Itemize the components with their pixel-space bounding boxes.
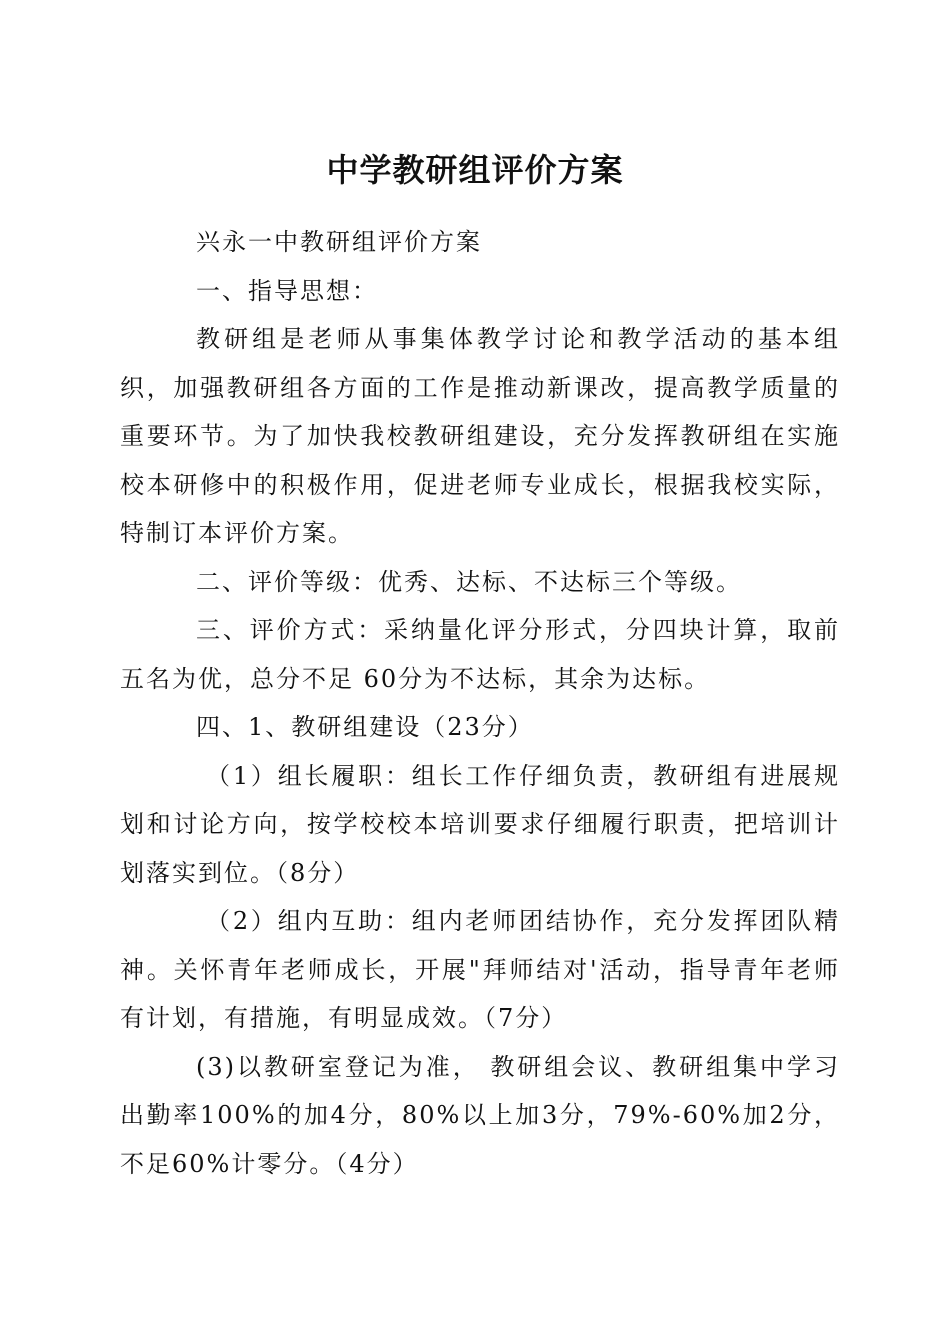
paragraph-evaluation-method: 三、评价方式：采纳量化评分形式，分四块计算，取前五名为优，总分不足 60分为不达标，其余为达标。 <box>120 616 840 693</box>
paragraph-item-1: （1）组长履职：组长工作仔细负责，教研组有进展规划和讨论方向，按学校校本培训要求仔细履行职责，把培训计划落实到位。（8分） <box>120 761 840 887</box>
document-title: 中学教研组评价方案 <box>326 151 624 189</box>
paragraph-section-four-heading: 四、1、教研组建设（23分） <box>196 713 534 741</box>
paragraph-item-2: （2）组内互助：组内老师团结协作，充分发挥团队精神。关怀青年老师成长，开展"拜师结对'活动，指导青年老师有计划，有措施，有明显成效。（7分） <box>120 907 840 1032</box>
paragraph-guiding-content: 教研组是老师从事集体教学讨论和教学活动的基本组织，加强教研组各方面的工作是推动新课改，提高教学质量的重要环节。为了加快我校教研组建设，充分发挥教研组在实施校本研修中的积极作用，促进老师专业成长，根据我校实际，特制订本评价方案。 <box>120 325 840 547</box>
paragraph-item-3: (3)以教研室登记为准， 教研组会议、教研组集中学习出勤率100%的加4分，80%以上加3分，79%-60%加2分，不足60%计零分。（4分） <box>120 1052 840 1178</box>
paragraph-guiding-heading: 一、指导思想： <box>196 276 378 305</box>
paragraph-subtitle: 兴永一中教研组评价方案 <box>196 228 482 256</box>
paragraph-evaluation-levels: 二、评价等级：优秀、达标、不达标三个等级。 <box>196 567 742 596</box>
document-body <box>120 218 840 1188</box>
